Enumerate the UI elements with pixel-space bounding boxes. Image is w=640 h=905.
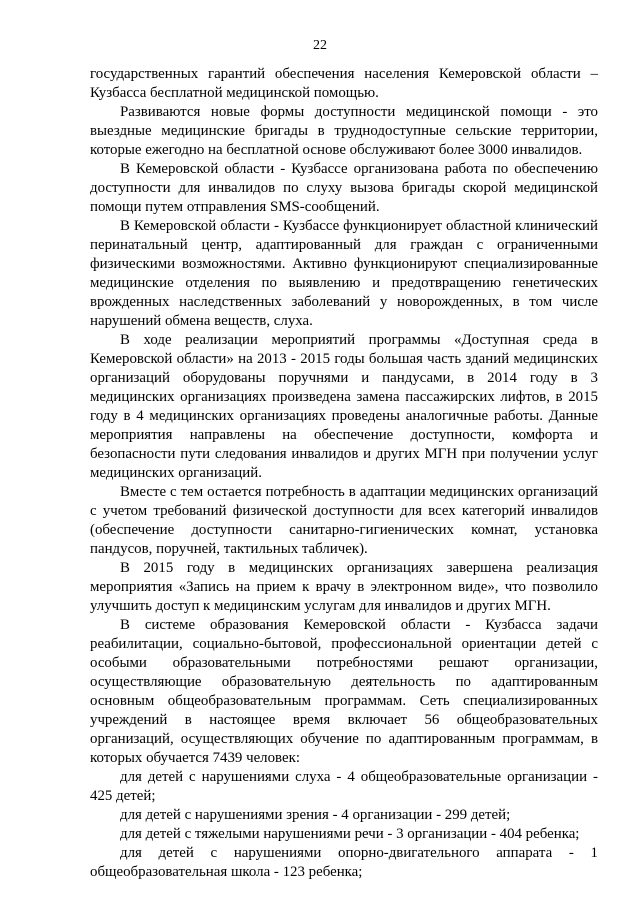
page-number: 22 (313, 38, 327, 53)
paragraph-accessible-environment-program: В ходе реализации мероприятий программы «Доступная среда в Кемеровской области» на 2013 - 2015 годы большая часть зданий медицинских организаций оборудованы поручнями и пандусами, в 2014 году в 3 медицинских организациях произведена замена пассажирских лифтов, в 2015 году в 4 медицинских организациях проведены аналогичные работы. Данные мероприятия направлены на обеспечение доступности, комфорта и безопасности пути следования инвалидов и других МГН при получении услуг медицинских организаций. (90, 332, 598, 481)
paragraph-education-system: В системе образования Кемеровской области - Кузбасса задачи реабилитации, социально-бытовой, профессиональной ориентации детей с особыми образовательными потребностями решают организации, осуществляющие образовательную деятельность по адаптированным основным общеобразовательным программам. Сеть специализированных учреждений в настоящее время включает 56 общеобразовательных организаций, осуществляющих обучение по адаптированным программам, в которых обучается 7439 человек: (90, 617, 598, 766)
list-item-musculoskeletal: для детей с нарушениями опорно-двигательного аппарата - 1 общеобразовательная школа - 123 ребенка; (90, 845, 598, 880)
list-item-speech: для детей с тяжелыми нарушениями речи - 3 организации - 404 ребенка; (120, 826, 580, 842)
paragraph-sms-ambulance: В Кемеровской области - Кузбассе организована работа по обеспечению доступности для инвалидов по слуху вызова бригады скорой медицинской помощи путем отправления SMS-сообщений. (90, 161, 598, 215)
paragraph-mobile-medical-teams: Развиваются новые формы доступности медицинской помощи - это выездные медицинские бригады в труднодоступные сельские территории, которые ежегодно на бесплатной основе обслуживают более 3000 инвалидов. (90, 104, 598, 158)
list-item-vision: для детей с нарушениями зрения - 4 организации - 299 детей; (120, 807, 511, 823)
paragraph-adaptation-need: Вместе с тем остается потребность в адаптации медицинских организаций с учетом требований физической доступности для всех категорий инвалидов (обеспечение доступности санитарно-гигиенических комнат, установка пандусов, поручней, тактильных табличек). (90, 484, 598, 557)
paragraph-perinatal-center: В Кемеровской области - Кузбассе функционирует областной клинический перинатальный центр, адаптированный для граждан с ограниченными физическими возможностями. Активно функционируют специализированные медицинские отделения по выявлению и предотвращению генетических врожденных наследственных заболеваний у новорожденных, в том числе нарушений обмена веществ, слуха. (90, 218, 598, 329)
paragraph-medical-guarantees: государственных гарантий обеспечения населения Кемеровской области – Кузбасса бесплатной медицинской помощью. (90, 66, 598, 101)
paragraph-electronic-appointment: В 2015 году в медицинских организациях завершена реализация мероприятия «Запись на прием к врачу в электронном виде», что позволило улучшить доступ к медицинским услугам для инвалидов и других МГН. (90, 560, 598, 614)
list-item-hearing: для детей с нарушениями слуха - 4 общеобразовательные организации - 425 детей; (90, 769, 598, 804)
document-body (90, 65, 598, 882)
